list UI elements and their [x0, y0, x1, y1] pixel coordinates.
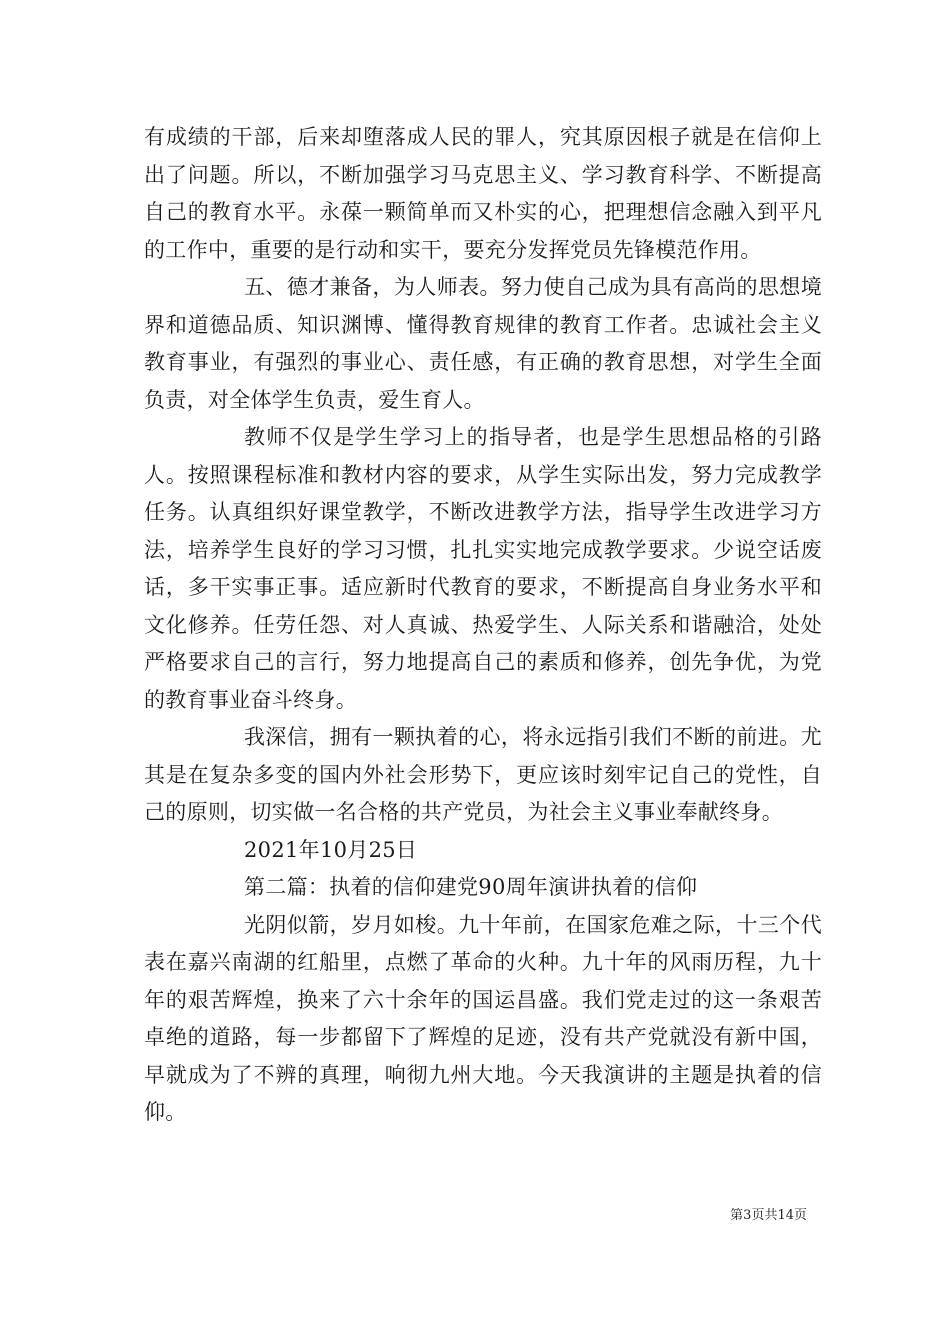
paragraph-speech-intro: 光阴似箭，岁月如梭。九十年前，在国家危难之际，十三个代表在嘉兴南湖的红船里，点燃了革命的火种。九十年的风雨历程，九十年的艰苦辉煌，换来了六十余年的国运昌盛。我们党走过的这一条艰苦卓绝的道路，每一步都留下了辉煌的足迹，没有共产党就没有新中国，早就成为了不辨的真理，响彻九州大地。今天我演讲的主题是执着的信仰。 — [144, 912, 822, 1124]
document-date: 2021年10月25日 — [244, 837, 418, 862]
paragraph-continued: 有成绩的干部，后来却堕落成人民的罪人，究其原因根子就是在信仰上出了问题。所以，不断加强学习马克思主义、学习教育科学、不断提高自己的教育水平。永葆一颗简单而又朴实的心，把理想信念融入到平凡的工作中，重要的是行动和实干，要充分发挥党员先锋模范作用。 — [144, 125, 822, 262]
section-heading: 第二篇：执着的信仰建党90周年演讲执着的信仰 — [244, 875, 698, 899]
page-number-footer: 第3页共14页 — [730, 1208, 807, 1223]
paragraph-section-five: 五、德才兼备，为人师表。努力使自己成为具有高尚的思想境界和道德品质、知识渊博、懂得教育规律的教育工作者。忠诚社会主义教育事业，有强烈的事业心、责任感，有正确的教育思想，对学生全面负责，对全体学生负责，爱生育人。 — [144, 275, 822, 412]
paragraph-teacher-role: 教师不仅是学生学习上的指导者，也是学生思想品格的引路人。按照课程标准和教材内容的要求，从学生实际出发，努力完成教学任务。认真组织好课堂教学，不断改进教学方法，指导学生改进学习方法，培养学生良好的学习习惯，扎扎实实地完成教学要求。少说空话废话，多干实事正事。适应新时代教育的要求，不断提高自身业务水平和文化修养。任劳任怨、对人真诚、热爱学生、人际关系和谐融洽，处处严格要求自己的言行，努力地提高自己的素质和修养，创先争优，为党的教育事业奋斗终身。 — [144, 425, 822, 712]
document-body — [144, 119, 822, 1132]
paragraph-conviction: 我深信，拥有一颗执着的心，将永远指引我们不断的前进。尤其是在复杂多变的国内外社会形势下，更应该时刻牢记自己的党性，自己的原则，切实做一名合格的共产党员，为社会主义事业奉献终身。 — [144, 725, 822, 824]
